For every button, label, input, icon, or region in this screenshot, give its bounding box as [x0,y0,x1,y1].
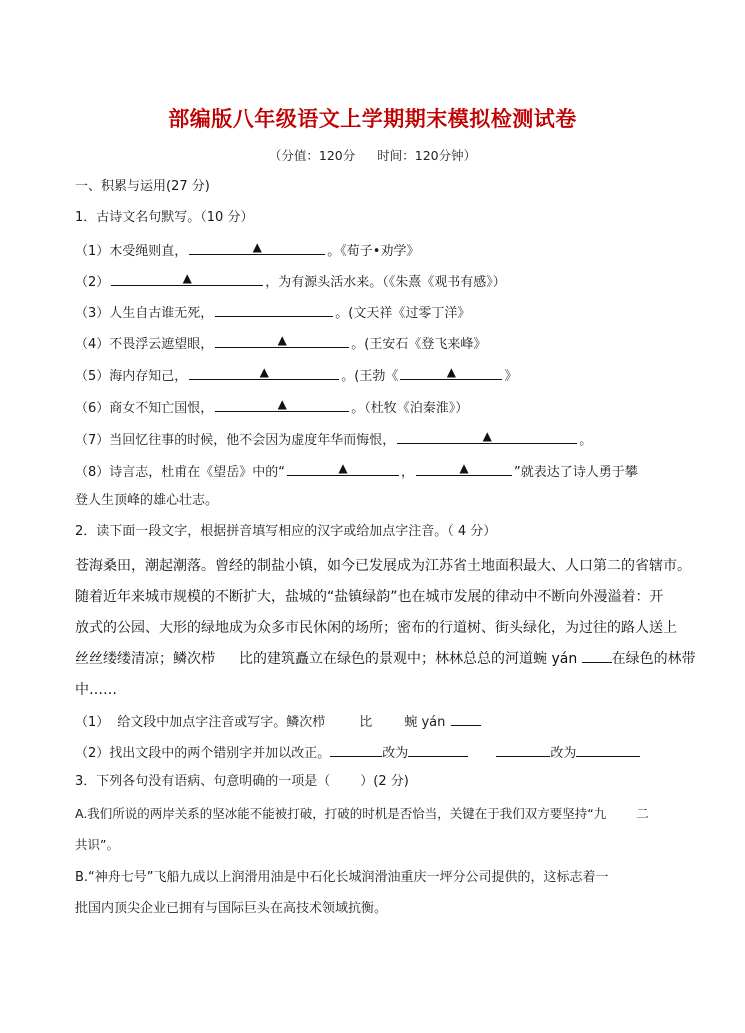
answer-blank[interactable] [416,461,512,476]
triangle-marker-icon: ▲ [277,333,287,347]
triangle-marker-icon: ▲ [482,429,492,443]
triangle-marker-icon: ▲ [182,271,192,285]
q2-sub-1: （1） 给文段中加点字注音或写字。鳞次栉 比 蜿 yán [75,711,481,732]
option-b-line-2: 批国内顶尖企业已拥有与国际巨头在高技术领域抗衡。 [75,901,388,916]
answer-blank[interactable] [189,365,339,380]
q1-item-1: （1）木受绳则直， ▲ 。《荀子•劝学》 [75,240,420,259]
correction-blank[interactable] [576,742,640,757]
question-2-head: 2．读下面一段文字，根据拼音填写相应的汉字或给加点字注音。（ 4 分） [75,524,497,539]
q1-item-6: （6）商女不知亡国恨， ▲ 。（杜牧《泊秦淮》） [75,397,469,416]
section-heading-1: 一、积累与运用(27 分) [75,179,210,194]
question-3-head: 3．下列各句没有语病、句意明确的一项是（ ）(2 分) [75,774,409,789]
q1-item-4: （4）不畏浮云遮望眼， ▲ 。(王安石《登飞来峰》 [75,333,487,352]
q1-item-5: （5）海内存知己， ▲ 。(王勃《 ▲ 》 [75,365,518,384]
score-info: （分值：120分 [268,148,356,163]
correction-blank[interactable] [408,742,468,757]
pinyin-blank[interactable] [582,648,612,663]
triangle-marker-icon: ▲ [338,461,348,475]
option-b-line-1: B.“神舟七号”飞船九成以上润滑用油是中石化长城润滑油重庆一坪分公司提供的，这标志着一 [75,870,609,885]
typo-blank[interactable] [330,742,382,757]
answer-blank[interactable] [215,302,333,317]
option-a-line-2: 共识”。 [75,837,119,852]
page-title: 部编版八年级语文上学期期末模拟检测试卷 [168,106,577,131]
q1-item-8-continued: 登人生顶峰的雄心壮志。 [75,493,219,508]
answer-blank[interactable] [111,271,263,286]
triangle-marker-icon: ▲ [259,365,269,379]
passage-line-1: 苍海桑田，潮起潮落。曾经的制盐小镇，如今已发展成为江苏省土地面积最大、人口第二的省辖市。 [75,558,691,574]
q1-item-2: （2） ▲ ，为有源头活水来。（《朱熹《观书有感》） [75,271,506,290]
answer-blank[interactable] [215,397,349,412]
q1-item-8: （8）诗言志，杜甫在《望岳》中的“ ▲ ， ▲ ”就表达了诗人勇于攀 [75,461,638,480]
q2-sub-2: （2）找出文段中的两个错别字并加以改正。 改为 改为 [75,742,640,763]
exam-info [0,146,745,164]
triangle-marker-icon: ▲ [277,397,287,411]
answer-blank[interactable] [189,240,325,255]
question-1-head: 1．古诗文名句默写。（10 分） [75,210,254,225]
typo-blank[interactable] [496,742,550,757]
answer-blank[interactable] [397,429,577,444]
pinyin-answer-blank[interactable] [451,711,481,726]
passage-line-2: 随着近年来城市规模的不断扩大，盐城的“盐镇绿韵”也在城市发展的律动中不断向外漫溢着：开 [75,589,664,605]
time-info: 时间：120分钟） [377,148,477,163]
passage-line-3: 放式的公园、大形的绿地成为众多市民休闲的场所；密布的行道树、街头绿化，为过往的路人送上 [75,620,677,636]
q1-item-3: （3）人生自古谁无死， 。(文天祥《过零丁洋》 [75,302,470,323]
triangle-marker-icon: ▲ [459,461,469,475]
option-a-line-1: A.我们所说的两岸关系的坚冰能不能被打破，打破的时机是否恰当，关键在于我们双方要坚持“九 二 [75,806,649,821]
passage-line-5: 中…… [75,682,117,698]
triangle-marker-icon: ▲ [252,240,262,254]
q1-item-7: （7）当回忆往事的时候，他不会因为虚度年华而悔恨， ▲ 。 [75,429,593,448]
answer-blank[interactable] [215,333,349,348]
passage-line-4: 丝丝缕缕清凉；鳞次栉 比的建筑矗立在绿色的景观中；林林总总的河道蜿 yán 在绿色的林带 [75,648,696,668]
answer-blank[interactable] [287,461,399,476]
triangle-marker-icon: ▲ [446,365,456,379]
answer-blank[interactable] [400,365,502,380]
